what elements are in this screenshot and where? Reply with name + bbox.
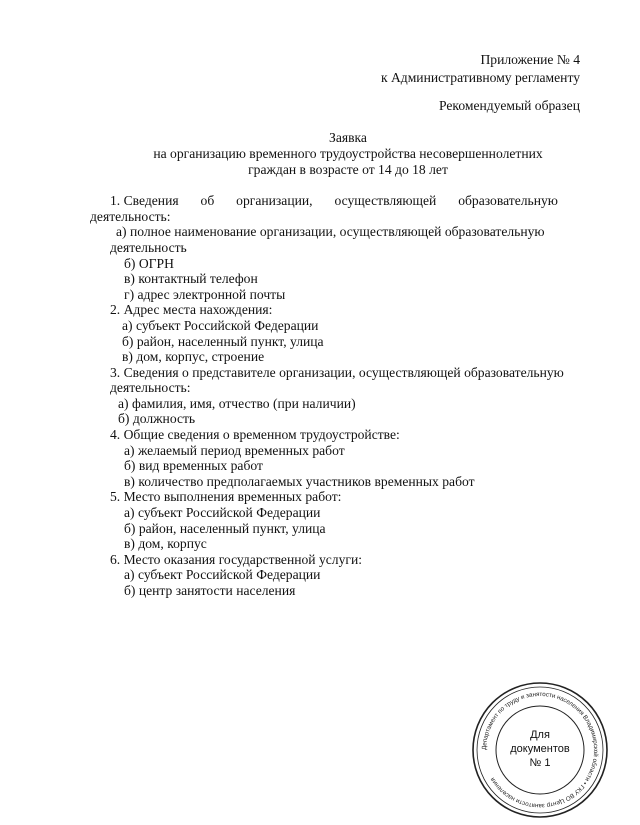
section-2-item-c: в) дом, корпус, строение	[122, 349, 265, 364]
appendix-reference: к Административному регламенту	[380, 70, 580, 85]
stamp-seal-icon	[470, 680, 610, 820]
section-4-item-c: в) количество предполагаемых участников временных работ	[124, 474, 475, 489]
section-1-word: об	[200, 193, 215, 208]
section-1-item-a-cont: деятельность	[110, 240, 187, 255]
section-1-item-a: а) полное наименование организации, осуществляющей образовательную	[116, 224, 545, 239]
stamp-ring-text: Департамент по труду и занятости населения Владимирской области • ГКУ ВО Центр занятости населения	[480, 690, 600, 810]
stamp-center-line1: Для	[530, 729, 550, 741]
document-title: Заявка	[329, 130, 367, 145]
section-3-item-a: а) фамилия, имя, отчество (при наличии)	[118, 396, 356, 411]
official-stamp	[470, 680, 610, 820]
document-subtitle-line1: на организацию временного трудоустройства несовершеннолетних	[153, 146, 543, 161]
section-1-word: организации,	[236, 193, 313, 208]
section-6-heading: 6. Место оказания государственной услуги:	[110, 552, 363, 567]
section-1-item-d: г) адрес электронной почты	[124, 287, 286, 302]
section-1-word: образовательную	[458, 193, 558, 208]
section-3-heading-cont: деятельность:	[110, 380, 191, 395]
section-4-item-b: б) вид временных работ	[124, 458, 263, 473]
section-5-item-b: б) район, населенный пункт, улица	[124, 521, 326, 536]
appendix-title: Приложение № 4	[480, 52, 580, 67]
stamp-center-line3: № 1	[529, 757, 551, 769]
section-2-item-a: а) субъект Российской Федерации	[122, 318, 319, 333]
section-4-item-a: а) желаемый период временных работ	[124, 443, 345, 458]
section-1-item-b: б) ОГРН	[124, 256, 174, 271]
recommended-sample-label: Рекомендуемый образец	[439, 98, 580, 113]
document-subtitle-line2: граждан в возрасте от 14 до 18 лет	[248, 162, 448, 177]
section-5-heading: 5. Место выполнения временных работ:	[110, 489, 342, 504]
section-1-heading-cont: деятельность:	[90, 209, 171, 224]
section-5-item-c: в) дом, корпус	[124, 536, 207, 551]
stamp-center-line2: документов	[510, 743, 570, 755]
section-2-heading: 2. Адрес места нахождения:	[110, 302, 273, 317]
section-3-item-b: б) должность	[118, 411, 196, 426]
section-3-heading: 3. Сведения о представителе организации, осуществляющей образовательную	[110, 365, 564, 380]
section-4-heading: 4. Общие сведения о временном трудоустройстве:	[110, 427, 400, 442]
section-1-word: 1. Сведения	[110, 193, 179, 208]
section-1-heading	[110, 193, 558, 209]
section-6-item-a: а) субъект Российской Федерации	[124, 567, 321, 582]
section-2-item-b: б) район, населенный пункт, улица	[122, 334, 324, 349]
section-6-item-b: б) центр занятости населения	[124, 583, 296, 598]
section-1-word: осуществляющей	[334, 193, 437, 208]
section-5-item-a: а) субъект Российской Федерации	[124, 505, 321, 520]
section-1-item-c: в) контактный телефон	[124, 271, 258, 286]
